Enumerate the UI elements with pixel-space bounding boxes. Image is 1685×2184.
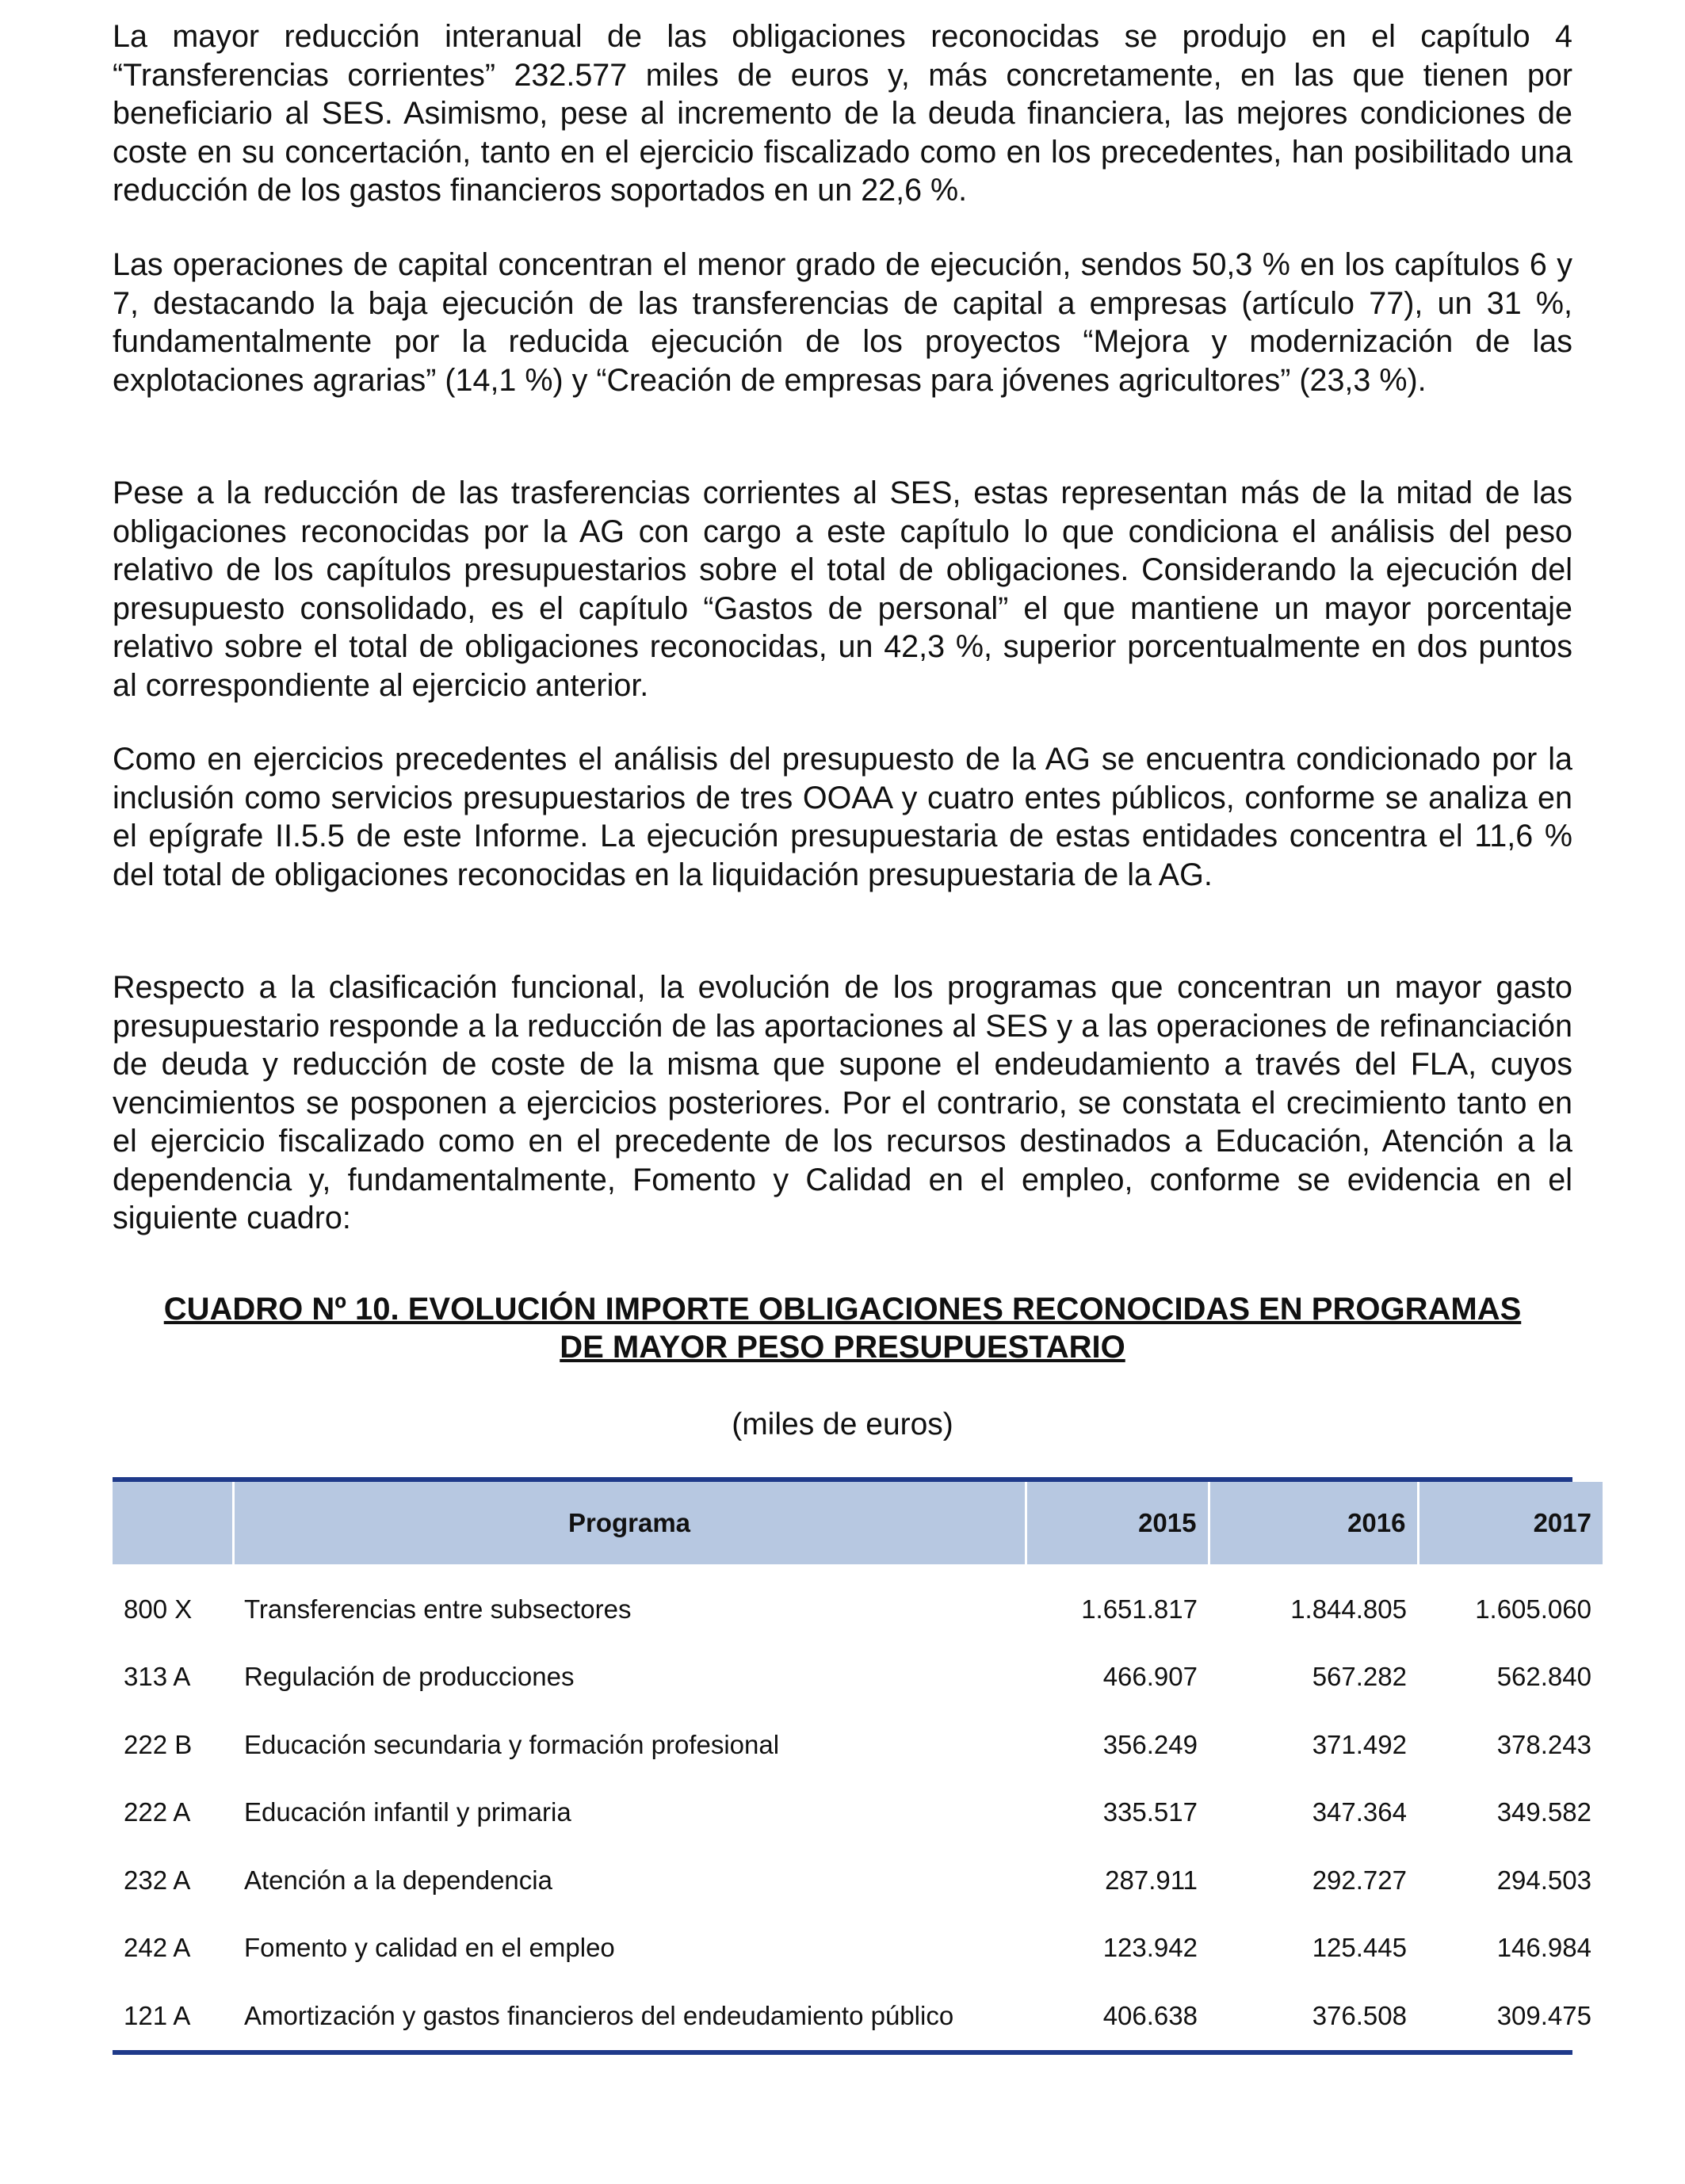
cell-2016: 292.727 <box>1312 1865 1407 1895</box>
cell-2017: 146.984 <box>1496 1933 1591 1963</box>
cell-2017: 309.475 <box>1496 2000 1591 2030</box>
header-program: Programa <box>233 1482 1026 1564</box>
table-bottom-rule <box>113 2050 1572 2055</box>
cell-code: 242 A <box>124 1933 191 1963</box>
program-table-container <box>113 1477 1591 2055</box>
paragraph: La mayor reducción interanual de las obligaciones reconocidas se produjo en el capítulo 4 “Transferencias corrientes” 232.577 miles de euros y, más concretamente, en las que tienen por beneficiario al SES. Asimismo, pese al incremento de la deuda financiera, las mejores condiciones de coste en su concertación, tanto en el ejercicio fiscalizado como en los precedentes, han posibilitado una reducción de los gastos financieros soportados en un 22,6 %. <box>113 19 1572 208</box>
cell-program: Educación secundaria y formación profesional <box>244 1729 780 1759</box>
cell-2015: 1.651.817 <box>1081 1594 1198 1624</box>
cell-code: 222 A <box>124 1797 191 1827</box>
cell-code: 222 B <box>124 1729 193 1759</box>
table-row <box>113 1711 1603 1779</box>
cell-2016: 347.364 <box>1312 1797 1407 1827</box>
cell-2017: 294.503 <box>1496 1865 1591 1895</box>
header-2017: 2017 <box>1418 1482 1603 1564</box>
table-title-line: CUADRO Nº 10. EVOLUCIÓN IMPORTE OBLIGACIONES RECONOCIDAS EN PROGRAMAS <box>163 1292 1522 1327</box>
cell-2016: 567.282 <box>1312 1662 1407 1692</box>
table-row <box>113 1982 1603 2050</box>
program-table <box>113 1482 1603 2050</box>
paragraph: Las operaciones de capital concentran el menor grado de ejecución, sendos 50,3 % en los capítulos 6 y 7, destacando la baja ejecución de las transferencias de capital a empresas (artículo 77), un 31 %, fundamentalmente por la reducida ejecución de los proyectos “Mejora y modernización de las explotaciones agrarias” (14,1 %) y “Creación de empresas para jóvenes agricultores” (23,3 %). <box>113 247 1572 398</box>
cell-program: Fomento y calidad en el empleo <box>244 1933 615 1963</box>
table-units: (miles de euros) <box>732 1407 953 1441</box>
table-title-line: DE MAYOR PESO PRESUPUESTARIO <box>560 1330 1125 1365</box>
cell-2015: 123.942 <box>1102 1933 1198 1963</box>
header-2016: 2016 <box>1209 1482 1418 1564</box>
header-code <box>113 1482 233 1564</box>
cell-program: Amortización y gastos financieros del endeudamiento público <box>244 2000 954 2030</box>
table-row <box>113 1644 1603 1712</box>
cell-program: Regulación de producciones <box>244 1662 575 1692</box>
paragraph: Pese a la reducción de las trasferencias corrientes al SES, estas representan más de la mitad de las obligaciones reconocidas por la AG con cargo a este capítulo lo que condiciona el análisis del peso relativo de los capítulos presupuestarios sobre el total de obligaciones. Considerando la ejecución del presupuesto consolidado, es el capítulo “Gastos de personal” el que mantiene un mayor porcentaje relativo sobre el total de obligaciones reconocidas, un 42,3 %, superior porcentualmente en dos puntos al correspondiente al ejercicio anterior. <box>113 475 1572 703</box>
cell-2017: 1.605.060 <box>1475 1594 1591 1624</box>
table-title <box>113 1290 1572 1366</box>
cell-2016: 376.508 <box>1312 2000 1407 2030</box>
cell-2016: 371.492 <box>1312 1729 1407 1759</box>
header-2015: 2015 <box>1026 1482 1209 1564</box>
cell-2016: 1.844.805 <box>1290 1594 1407 1624</box>
table-row <box>113 1915 1603 1983</box>
cell-2017: 349.582 <box>1496 1797 1591 1827</box>
paragraph: Respecto a la clasificación funcional, la evolución de los programas que concentran un mayor gasto presupuestario responde a la reducción de las aportaciones al SES y a las operaciones de refinanciación de deuda y reducción de coste de la misma que supone el endeudamiento a través del FLA, cuyos vencimientos se posponen a ejercicios posteriores. Por el contrario, se constata el crecimiento tanto en el ejercicio fiscalizado como en el precedente de los recursos destinados a Educación, Atención a la dependencia y, fundamentalmente, Fomento y Calidad en el empleo, conforme se evidencia en el siguiente cuadro: <box>113 970 1572 1235</box>
table-row <box>113 1564 1603 1644</box>
cell-program: Atención a la dependencia <box>244 1865 552 1895</box>
cell-2016: 125.445 <box>1312 1933 1407 1963</box>
table-header-row <box>113 1482 1603 1564</box>
table-row <box>113 1846 1603 1915</box>
cell-2015: 356.249 <box>1102 1729 1198 1759</box>
cell-code: 800 X <box>124 1594 193 1624</box>
paragraph: Como en ejercicios precedentes el análisis del presupuesto de la AG se encuentra condicionado por la inclusión como servicios presupuestarios de tres OOAA y cuatro entes públicos, conforme se analiza en el epígrafe II.5.5 de este Informe. La ejecución presupuestaria de estas entidades concentra el 11,6 % del total de obligaciones reconocidas en la liquidación presupuestaria de la AG. <box>113 742 1572 892</box>
cell-2015: 466.907 <box>1102 1662 1198 1692</box>
cell-2015: 287.911 <box>1105 1865 1198 1895</box>
table-row <box>113 1779 1603 1847</box>
cell-code: 232 A <box>124 1865 191 1895</box>
cell-program: Transferencias entre subsectores <box>244 1594 632 1624</box>
cell-2017: 378.243 <box>1496 1729 1591 1759</box>
cell-2017: 562.840 <box>1496 1662 1591 1692</box>
cell-2015: 406.638 <box>1102 2000 1198 2030</box>
cell-code: 121 A <box>124 2000 191 2030</box>
cell-2015: 335.517 <box>1102 1797 1198 1827</box>
cell-program: Educación infantil y primaria <box>244 1797 571 1827</box>
cell-code: 313 A <box>124 1662 191 1692</box>
